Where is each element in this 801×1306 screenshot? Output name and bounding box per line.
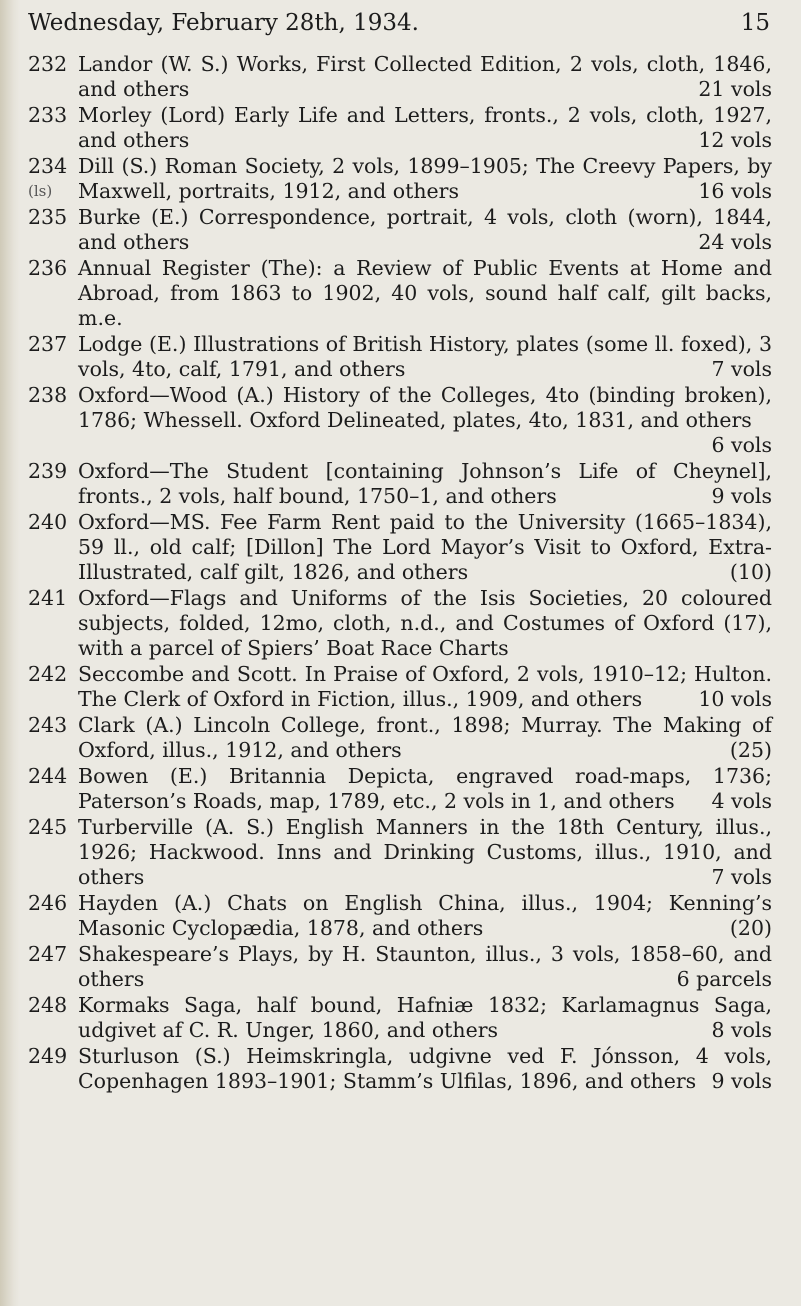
lot-number: 244	[28, 764, 68, 788]
lot-entry	[20, 154, 772, 204]
lot-list	[20, 52, 772, 1095]
lot-quantity: 4 vols	[711, 789, 772, 813]
page-title: Wednesday, February 28th, 1934.	[28, 10, 419, 36]
lot-entry	[20, 764, 772, 814]
lot-description: Shakespeare’s Plays, by H. Staunton, illus., 3 vols, 1858–60, and others	[78, 942, 772, 991]
lot-quantity: 21 vols	[698, 77, 772, 101]
lot-description: Turberville (A. S.) English Manners in the 18th Century, illus., 1926; Hackwood. Inns and Drinking Customs, illus., 1910, and others	[78, 815, 772, 889]
lot-description: Burke (E.) Correspondence, portrait, 4 vols, cloth (worn), 1844, and others	[78, 205, 772, 254]
lot-description: Kormaks Saga, half bound, Hafniæ 1832; Karlamagnus Saga, udgivet af C. R. Unger, 1860, and others	[78, 993, 772, 1042]
lot-quantity: 8 vols	[711, 1018, 772, 1042]
lot-description: Hayden (A.) Chats on English China, illus., 1904; Kenning’s Masonic Cyclopædia, 1878, and others	[78, 891, 772, 940]
lot-number: 238	[28, 383, 68, 407]
lot-description: Bowen (E.) Britannia Depicta, engraved road-maps, 1736; Paterson’s Roads, map, 1789, etc., 2 vols in 1, and others	[78, 764, 772, 813]
lot-description: Morley (Lord) Early Life and Letters, fronts., 2 vols, cloth, 1927, and others	[78, 103, 772, 152]
lot-description: Oxford—Wood (A.) History of the Colleges, 4to (binding broken), 1786; Whessell. Oxford Delineated, plates, 4to, 1831, and others	[78, 383, 772, 432]
lot-number: 240	[28, 510, 68, 534]
lot-description: Seccombe and Scott. In Praise of Oxford, 2 vols, 1910–12; Hulton. The Clerk of Oxford in Fiction, illus., 1909, and others	[78, 662, 772, 711]
lot-quantity: 16 vols	[698, 179, 772, 203]
lot-number: 236	[28, 256, 68, 280]
lot-entry	[20, 459, 772, 509]
lot-entry	[20, 256, 772, 331]
lot-quantity: 6 parcels	[676, 967, 772, 991]
lot-entry	[20, 383, 772, 458]
lot-description: Oxford—The Student [containing Johnson’s Life of Cheynel], fronts., 2 vols, half bound, 1750–1, and others	[78, 459, 772, 508]
lot-description: Clark (A.) Lincoln College, front., 1898; Murray. The Making of Oxford, illus., 1912, and others	[78, 713, 772, 762]
lot-quantity: 9 vols	[711, 484, 772, 508]
lot-entry	[20, 332, 772, 382]
lot-entry	[20, 891, 772, 941]
lot-entry	[20, 52, 772, 102]
lot-quantity: 7 vols	[711, 865, 772, 889]
lot-number: 241	[28, 586, 68, 610]
lot-entry	[20, 103, 772, 153]
lot-quantity: 7 vols	[711, 357, 772, 381]
lot-entry	[20, 205, 772, 255]
page-edge	[0, 0, 20, 1306]
lot-description: Lodge (E.) Illustrations of British History, plates (some ll. foxed), 3 vols, 4to, calf, 1791, and others	[78, 332, 772, 381]
lot-number: 234	[28, 154, 68, 178]
lot-number: 246	[28, 891, 68, 915]
lot-quantity: 6 vols	[711, 433, 772, 457]
lot-number: 249	[28, 1044, 68, 1068]
lot-entry	[20, 942, 772, 992]
lot-number: 243	[28, 713, 68, 737]
lot-description: Oxford—MS. Fee Farm Rent paid to the University (1665–1834), 59 ll., old calf; [Dillon] The Lord Mayor’s Visit to Oxford, Extra-Illustrated, calf gilt, 1826, and others	[78, 510, 772, 584]
lot-number: 247	[28, 942, 68, 966]
lot-description: Landor (W. S.) Works, First Collected Edition, 2 vols, cloth, 1846, and others	[78, 52, 772, 101]
lot-quantity: 10 vols	[698, 687, 772, 711]
lot-quantity: (25)	[729, 738, 772, 762]
lot-description: Dill (S.) Roman Society, 2 vols, 1899–1905; The Creevy Papers, by Maxwell, portraits, 1912, and others	[78, 154, 772, 203]
lot-entry	[20, 815, 772, 890]
lot-entry	[20, 586, 772, 661]
lot-number: 239	[28, 459, 68, 483]
lot-number: 233	[28, 103, 68, 127]
lot-entry	[20, 1044, 772, 1094]
lot-description: Oxford—Flags and Uniforms of the Isis Societies, 20 coloured subjects, folded, 12mo, cloth, n.d., and Costumes of Oxford (17), with a parcel of Spiers’ Boat Race Charts	[78, 586, 772, 660]
lot-entry	[20, 510, 772, 585]
lot-number: 237	[28, 332, 68, 356]
handwritten-mark: (ls)	[28, 182, 53, 200]
lot-number: 248	[28, 993, 68, 1017]
lot-quantity: 24 vols	[698, 230, 772, 254]
lot-number: 245	[28, 815, 68, 839]
lot-quantity: 9 vols	[711, 1069, 772, 1093]
lot-number: 242	[28, 662, 68, 686]
lot-number: 235	[28, 205, 68, 229]
lot-quantity: 12 vols	[698, 128, 772, 152]
lot-number: 232	[28, 52, 68, 76]
lot-quantity: (10)	[729, 560, 772, 584]
lot-description: Sturluson (S.) Heimskringla, udgivne ved F. Jónsson, 4 vols, Copenhagen 1893–1901; Stamm’s Ulfilas, 1896, and others	[78, 1044, 772, 1093]
page-number: 15	[740, 10, 770, 36]
lot-entry	[20, 662, 772, 712]
lot-quantity: (20)	[729, 916, 772, 940]
page-header	[20, 10, 770, 44]
lot-description: Annual Register (The): a Review of Public Events at Home and Abroad, from 1863 to 1902, 40 vols, sound half calf, gilt backs, m.e.	[78, 256, 772, 330]
lot-entry	[20, 993, 772, 1043]
lot-entry	[20, 713, 772, 763]
